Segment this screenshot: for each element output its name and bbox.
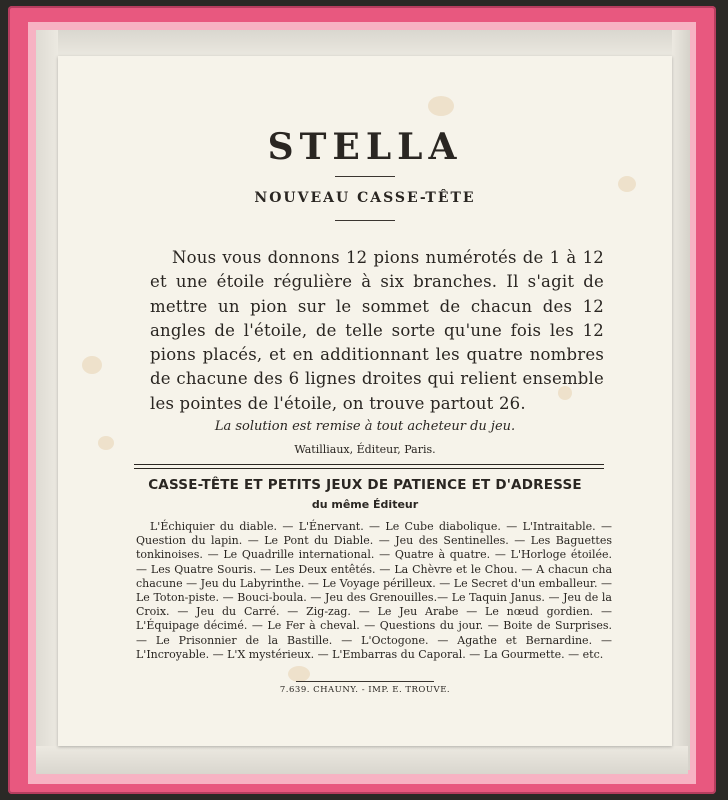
publisher-line: Watilliaux, Éditeur, Paris. [294, 443, 436, 456]
box-wall-left [36, 30, 58, 770]
solution-note: La solution est remise à tout acheteur du jeu. [214, 419, 516, 434]
instruction-sheet [58, 56, 672, 746]
foxing-stain [82, 356, 102, 374]
box-wall-top [36, 30, 688, 58]
subtitle-divider [335, 220, 395, 221]
box-wall-right [672, 30, 690, 770]
foxing-stain [428, 96, 454, 116]
catalog-heading: CASSE-TÊTE ET PETITS JEUX DE PATIENCE ET D'ADRESSE [148, 477, 582, 493]
document-title: STELLA [267, 126, 463, 168]
catalog-subheading: du même Éditeur [311, 498, 419, 511]
catalog-list: L'Échiquier du diable. — L'Énervant. — Le Cube diabolique. — L'Intraitable. — Question du lapin. — Le Pont du Diable. — Jeu des Sentinelles. — Les Baguettes tonkinoises. — Le Quadrille international. — Quatre à quatre. — L'Horloge étoilée. — Les Quatre Souris. — Les Deux entêtés. — La Chèvre et le Chou. — A chacun cha chacune — Jeu du Labyrinthe. — Le Voyage périlleux. — Le Secret d'un emballeur. — Le Toton-piste. — Bouci-boula. — Jeu des Grenouilles.— Le Taquin Janus. — Jeu de la Croix. — Jeu du Carré. — Zig-zag. — Le Jeu Arabe — Le nœud gordien. — L'Équipage décimé. — Le Fer à cheval. — Questions du jour. — Boite de Surprises. — Le Prisonnier de la Bastille. — L'Octogone. — Agathe et Bernardine. — L'Incroyable. — L'X mystérieux. — L'Embarras du Caporal. — La Gourmette. — etc. [136, 520, 612, 661]
document-subtitle: NOUVEAU CASSE-TÊTE [254, 190, 476, 206]
printer-footer: 7.639. CHAUNY. - IMP. E. TROUVE. [279, 685, 451, 695]
rules-paragraph: Nous vous donnons 12 pions numérotés de 1 à 12 et une étoile régulière à six branches. Il s'agit de mettre un pion sur le sommet de chacun des 12 angles de l'étoile, de telle sorte qu'une fois les 12 pions placés, et en additionnant les quatre nombres de chacune des 6 lignes droites qui relient ensemble les pointes de l'étoile, on trouve partout 26. [150, 248, 604, 413]
box-wall-bottom [36, 746, 688, 774]
section-double-rule [134, 464, 604, 469]
footer-rule [296, 681, 434, 682]
foxing-stain [288, 666, 310, 682]
title-divider [335, 176, 395, 177]
